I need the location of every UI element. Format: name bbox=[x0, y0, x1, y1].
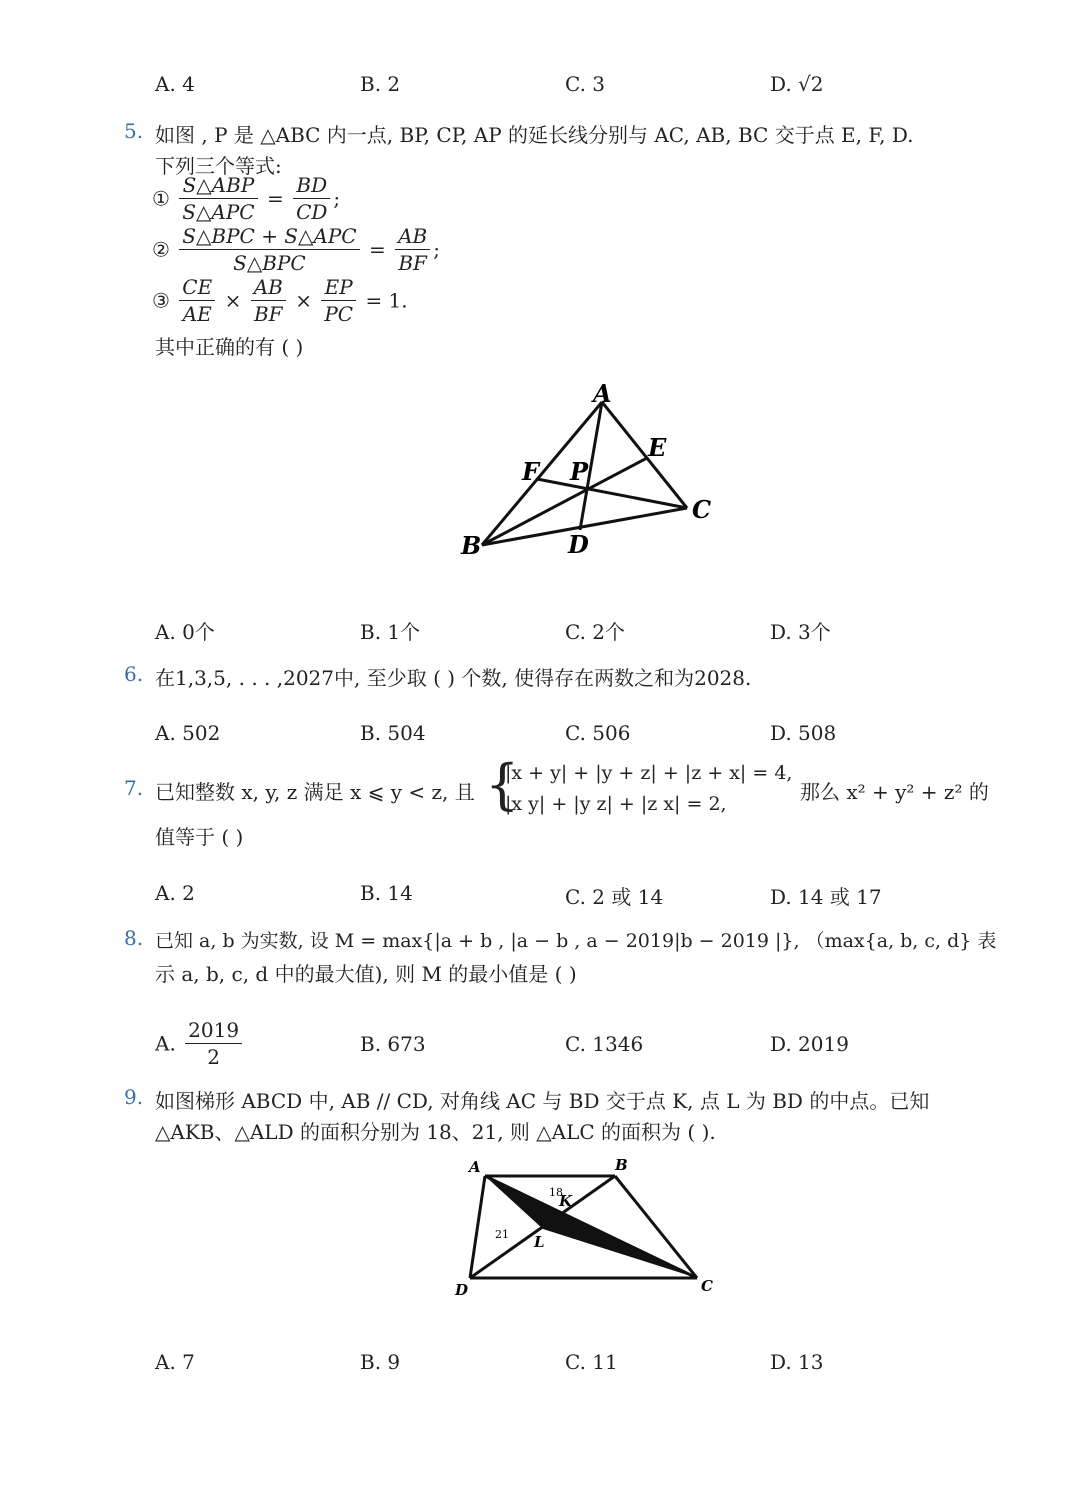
q7-system-line1: |x + y| + |y + z| + |z + x| = 4, bbox=[505, 762, 793, 784]
label-c: C bbox=[701, 1277, 713, 1295]
area-21: 21 bbox=[495, 1228, 509, 1241]
q8-option-a-prefix: A. bbox=[155, 1031, 176, 1056]
q5-question: 其中正确的有 ( ) bbox=[155, 335, 304, 359]
q5-equation-1 bbox=[152, 172, 340, 225]
label-a: A bbox=[593, 379, 612, 408]
q9-option-d: D. 13 bbox=[770, 1350, 824, 1374]
q7-option-c: C. 2 或 14 bbox=[565, 885, 664, 909]
q6-option-a: A. 502 bbox=[155, 721, 221, 745]
eq3-f1-bot: AE bbox=[182, 302, 212, 326]
edge-da bbox=[470, 1176, 485, 1278]
q5-option-b: B. 1个 bbox=[360, 620, 421, 644]
eq3-f1-top: CE bbox=[179, 274, 215, 301]
eq3-fraction-1 bbox=[179, 274, 215, 327]
q7-text-pre: 已知整数 x, y, z 满足 x ⩽ y < z, 且 bbox=[155, 780, 475, 804]
q7-line2: 值等于 ( ) bbox=[155, 825, 244, 849]
q5-line1: 如图 , P 是 △ABC 内一点, BP, CP, AP 的延长线分别与 AC, AB, BC 交于点 E, F, D. bbox=[155, 123, 914, 147]
eq2-rhs-fraction bbox=[395, 223, 430, 276]
eq1-lhs-fraction bbox=[179, 172, 257, 225]
eq1-marker: ① bbox=[152, 186, 170, 211]
q8-option-a-bot: 2 bbox=[207, 1045, 220, 1069]
eq2-equals: = bbox=[368, 237, 386, 262]
q6-option-b: B. 504 bbox=[360, 721, 426, 745]
eq2-lhs-top: S△BPC + S△APC bbox=[179, 223, 359, 250]
q6-text: 在1,3,5, . . . ,2027中, 至少取 ( ) 个数, 使得存在两数之和为2028. bbox=[155, 666, 752, 690]
q9-trapezoid-figure bbox=[445, 1150, 725, 1305]
q7-brace: { bbox=[485, 753, 520, 816]
label-k: K bbox=[559, 1192, 573, 1210]
q9-line1: 如图梯形 ABCD 中, AB // CD, 对角线 AC 与 BD 交于点 K, 点 L 为 BD 的中点。已知 bbox=[155, 1089, 930, 1113]
q6-number: 6. bbox=[124, 662, 144, 686]
q9-number: 9. bbox=[124, 1085, 144, 1109]
label-c: C bbox=[692, 495, 712, 524]
q8-line1: 已知 a, b 为实数, 设 M = max{|a + b , |a − b , a − 2019|b − 2019 |}, （max{a, b, c, d} 表 bbox=[155, 930, 997, 952]
q5-equation-2 bbox=[152, 223, 440, 276]
eq3-marker: ③ bbox=[152, 288, 170, 313]
eq2-lhs-fraction bbox=[179, 223, 359, 276]
eq3-f2-top: AB bbox=[251, 274, 286, 301]
eq2-rhs-top: AB bbox=[395, 223, 430, 250]
q5-number: 5. bbox=[124, 119, 144, 143]
label-a: A bbox=[469, 1158, 481, 1176]
q8-line2: 示 a, b, c, d 中的最大值), 则 M 的最小值是 ( ) bbox=[155, 962, 577, 986]
q8-option-d: D. 2019 bbox=[770, 1032, 849, 1056]
eq3-fraction-2 bbox=[251, 274, 286, 327]
eq2-rhs-bot: BF bbox=[398, 251, 427, 275]
label-d: D bbox=[568, 530, 589, 559]
q9-option-a: A. 7 bbox=[155, 1350, 195, 1374]
label-p: P bbox=[570, 457, 589, 486]
eq1-rhs-fraction bbox=[293, 172, 330, 225]
eq1-lhs-bot: S△APC bbox=[182, 200, 255, 224]
q4-option-d: D. √2 bbox=[770, 72, 824, 96]
q7-option-a: A. 2 bbox=[155, 881, 195, 905]
q4-option-b: B. 2 bbox=[360, 72, 401, 96]
eq1-rhs-top: BD bbox=[293, 172, 330, 199]
area-18: 18 bbox=[549, 1186, 563, 1199]
eq1-lhs-top: S△ABP bbox=[179, 172, 257, 199]
label-b: B bbox=[615, 1156, 628, 1174]
eq3-f2-bot: BF bbox=[253, 302, 283, 326]
eq2-marker: ② bbox=[152, 237, 170, 262]
eq3-times-1: × bbox=[224, 288, 242, 313]
q5-option-c: C. 2个 bbox=[565, 620, 626, 644]
eq3-f3-bot: PC bbox=[324, 302, 354, 326]
q8-option-a-top: 2019 bbox=[185, 1017, 242, 1044]
q5-option-a: A. 0个 bbox=[155, 620, 215, 644]
q7-number: 7. bbox=[124, 776, 144, 800]
label-d: D bbox=[455, 1281, 469, 1299]
q9-line2: △AKB、△ALD 的面积分别为 18、21, 则 △ALC 的面积为 ( ). bbox=[155, 1120, 716, 1144]
q5-triangle-figure bbox=[455, 378, 725, 563]
q4-option-a: A. 4 bbox=[155, 72, 195, 96]
q8-option-c: C. 1346 bbox=[565, 1032, 644, 1056]
q8-option-a-fraction bbox=[185, 1017, 242, 1070]
q8-option-b: B. 673 bbox=[360, 1032, 426, 1056]
q9-option-b: B. 9 bbox=[360, 1350, 401, 1374]
q6-option-c: C. 506 bbox=[565, 721, 631, 745]
q5-line2: 下列三个等式: bbox=[155, 154, 282, 178]
q8-number: 8. bbox=[124, 926, 144, 950]
q7-text-post: 那么 x² + y² + z² 的 bbox=[800, 780, 989, 804]
label-e: E bbox=[648, 433, 667, 462]
eq3-end: = 1. bbox=[365, 288, 408, 313]
eq3-times-2: × bbox=[295, 288, 312, 313]
q7-option-b: B. 14 bbox=[360, 881, 413, 905]
q5-equation-3 bbox=[152, 274, 408, 327]
eq1-rhs-bot: CD bbox=[296, 200, 328, 224]
q7-system-line2: |x y| + |y z| + |z x| = 2, bbox=[505, 793, 727, 815]
label-l: L bbox=[534, 1233, 545, 1251]
eq2-end: ; bbox=[433, 237, 440, 262]
q4-option-c: C. 3 bbox=[565, 72, 606, 96]
q5-option-d: D. 3个 bbox=[770, 620, 831, 644]
q8-option-a bbox=[155, 1017, 245, 1070]
q9-option-c: C. 11 bbox=[565, 1350, 618, 1374]
q6-option-d: D. 508 bbox=[770, 721, 837, 745]
q7-option-d: D. 14 或 17 bbox=[770, 885, 882, 909]
eq2-lhs-bot: S△BPC bbox=[233, 251, 306, 275]
eq3-f3-top: EP bbox=[321, 274, 356, 301]
label-b: B bbox=[461, 531, 482, 560]
edge-ac bbox=[602, 402, 687, 508]
eq1-equals: = bbox=[266, 186, 284, 211]
label-f: F bbox=[522, 457, 540, 486]
eq3-fraction-3 bbox=[321, 274, 356, 327]
cevian-be bbox=[482, 458, 647, 545]
eq1-end: ; bbox=[333, 186, 341, 211]
